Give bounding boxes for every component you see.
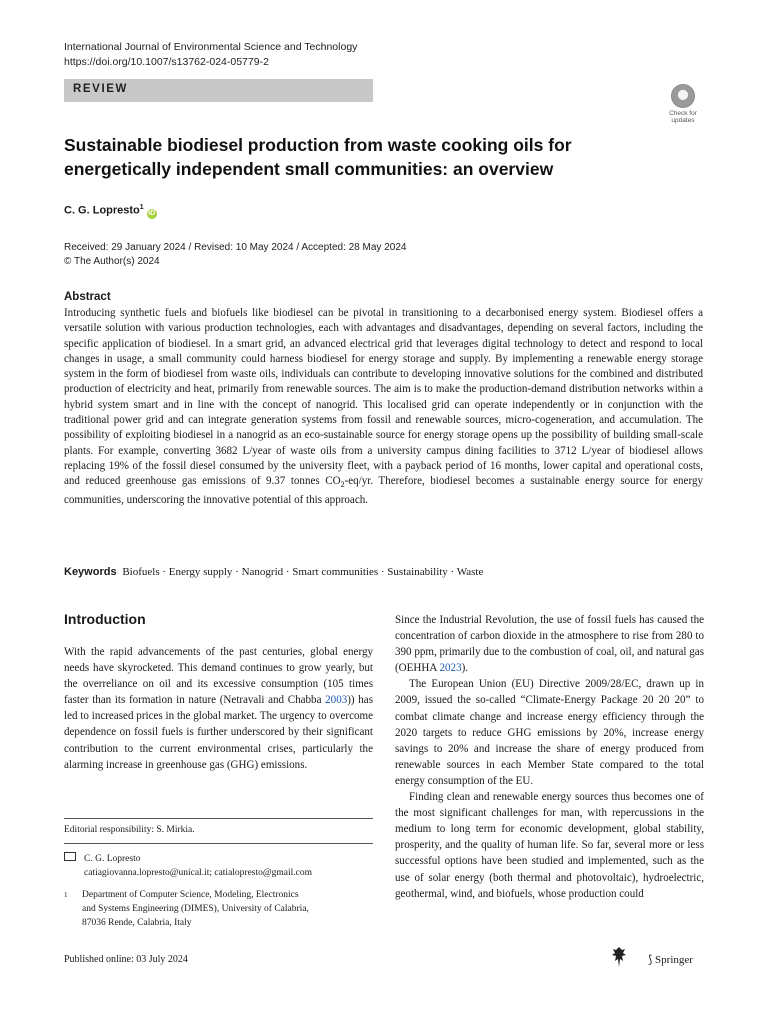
intro-paragraph xyxy=(395,612,704,676)
envelope-icon xyxy=(64,852,76,861)
article-type-band xyxy=(64,79,373,102)
affiliation-number: 1 xyxy=(64,891,68,899)
corresponding-email[interactable]: catiagiovanna.lopresto@unical.it; catialopresto@gmail.com xyxy=(84,868,313,878)
check-updates-line1: Check for xyxy=(669,110,697,117)
intro-paragraph xyxy=(64,644,373,773)
intro-text: With the rapid advancements of the past centuries, global energy needs have skyrocketed. This demand continues to grow yearly, but the overreliance on oil and its excessive consumption (105 times faster than its formation in nature (Netravali and Chabba xyxy=(64,646,373,707)
author-affil-sup: 1 xyxy=(139,204,144,211)
doi-link[interactable]: https://doi.org/10.1007/s13762-024-05779-2 xyxy=(64,56,269,68)
author-line xyxy=(64,204,157,219)
springer-logo xyxy=(648,953,693,966)
footnote-divider xyxy=(64,818,373,819)
intro-text: ). xyxy=(461,662,469,675)
abstract-body xyxy=(64,306,703,508)
abstract-subscript: 2 xyxy=(340,480,345,490)
intro-text: Since the Industrial Revolution, the use of fossil fuels has caused the concentration of carbon dioxide in the atmosphere to rise from 280 to 390 ppm, primarily due to the combustion of coal, oil, and natural gas (OEHHA xyxy=(395,614,704,675)
affiliation xyxy=(64,888,373,930)
abstract-text-a: Introducing synthetic fuels and biofuels like biodiesel can be pivotal in transitioning to a decarbonised energy system. Biodiesel offers a versatile solution with various production technologies, each with advantages and disadvantages, depending on several factors, including the specific application of biodiesel. In a smart grid, an advanced electrical grid that leverages digital technology to detect and respond to local changes in usage, a small community could harness biodiesel for energy storage and supply. By implementing a renewable energy storage system in the form of biodiesel from waste oils, individuals can contribute to developing innovative solutions for the combined and distributed production of electricity and heat, primarily from renewable sources. The aim is to make the production-demand distribution networks within a hybrid system smart and in line with the concept of nanogrid. This localised grid can operate independently or in conjunction with the traditional power grid and can integrate generation systems from fossil and renewable sources, micro-cogeneration, and accumulation. The possibility of exploiting biodiesel in a nanogrid as an eco-sustainable source for energy storage opens up the possibility of building small-scale plants. For example, converting 3682 L/year of waste oils from a university campus dining facilities to 3712 L/year of biodiesel allows replacing 19% of the fossil diesel consumed by the university fleet, with a payback period of 16 months, lower capital and operational costs, and reduced greenhouse gas emissions of 9.37 tonnes CO xyxy=(64,307,703,488)
copyright-line: © The Author(s) 2024 xyxy=(64,256,160,267)
published-online: Published online: 03 July 2024 xyxy=(64,954,188,965)
affiliation-line: 87036 Rende, Calabria, Italy xyxy=(82,918,192,928)
article-dates xyxy=(64,241,406,269)
introduction-heading: Introduction xyxy=(64,611,146,627)
corresponding-name: C. G. Lopresto xyxy=(84,854,141,864)
affiliation-line: and Systems Engineering (DIMES), University of Calabria, xyxy=(82,904,309,914)
journal-name: International Journal of Environmental Science and Technology xyxy=(64,41,358,53)
journal-header xyxy=(64,40,357,70)
abstract-heading: Abstract xyxy=(64,291,111,303)
check-for-updates-button[interactable] xyxy=(664,84,702,124)
intro-column-right xyxy=(395,612,704,902)
abstract-text-b: -eq/yr. Therefore, biodiesel becomes a sustainable energy source for energy communities, underscoring the innovative potential of this approach. xyxy=(64,475,703,506)
citation-link[interactable]: 2023 xyxy=(439,662,462,675)
springer-horse-icon xyxy=(610,946,628,968)
citation-link[interactable]: 2003 xyxy=(325,694,348,707)
footnote-divider xyxy=(64,843,373,844)
corresponding-author xyxy=(64,852,373,880)
check-updates-icon xyxy=(671,84,695,108)
intro-paragraph: Finding clean and renewable energy sources thus becomes one of the most significant challenges for man, with repercussions in the medium to long term for economic development, global stability, prosperity, and the quality of human life. So far, several more or less successful options have been studied and implemented, such as the use of solar energy (both thermal and photovoltaic), hydroelectric, geothermal, wind, and biofuels, whose production could xyxy=(395,791,704,900)
springer-mark-icon: ⟆ xyxy=(648,954,653,966)
article-title: Sustainable biodiesel production from waste cooking oils for energetically independent small communities: an overview xyxy=(64,135,572,179)
keywords-label: Keywords xyxy=(64,566,117,578)
intro-column-left xyxy=(64,644,373,773)
history-dates: Received: 29 January 2024 / Revised: 10 May 2024 / Accepted: 28 May 2024 xyxy=(64,242,407,253)
editorial-responsibility: Editorial responsibility: S. Mirkia. xyxy=(64,825,195,835)
intro-paragraph: The European Union (EU) Directive 2009/28/EC, drawn up in 2009, issued the so-called “Climate-Energy Package 20 20 20” to combat climate change and increase energy efficiency through the 2020 targets to reduce GHG emissions by 20%, increase energy savings to 20% and increase the share of energy produced from renewable sources in each Member State compared to the total energy consumption of the EU. xyxy=(395,678,704,787)
article-type-label: REVIEW xyxy=(73,83,128,95)
publisher-name: Springer xyxy=(655,954,693,966)
affiliation-line: Department of Computer Science, Modeling, Electronics xyxy=(82,890,299,900)
author-name[interactable]: C. G. Lopresto xyxy=(64,204,140,217)
intro-text: )) has led to increased prices in the global market. The urgency to overcome dependence on fossil fuels is further underscored by their significant contribution to the current environmental crises, particularly the alarming increase in greenhouse gas (GHG) emissions. xyxy=(64,694,373,771)
keywords xyxy=(64,566,483,578)
check-updates-line2: updates xyxy=(671,117,695,124)
orcid-icon[interactable]: iD xyxy=(148,209,156,217)
keywords-list: Biofuels · Energy supply · Nanogrid · Smart communities · Sustainability · Waste xyxy=(122,566,484,578)
